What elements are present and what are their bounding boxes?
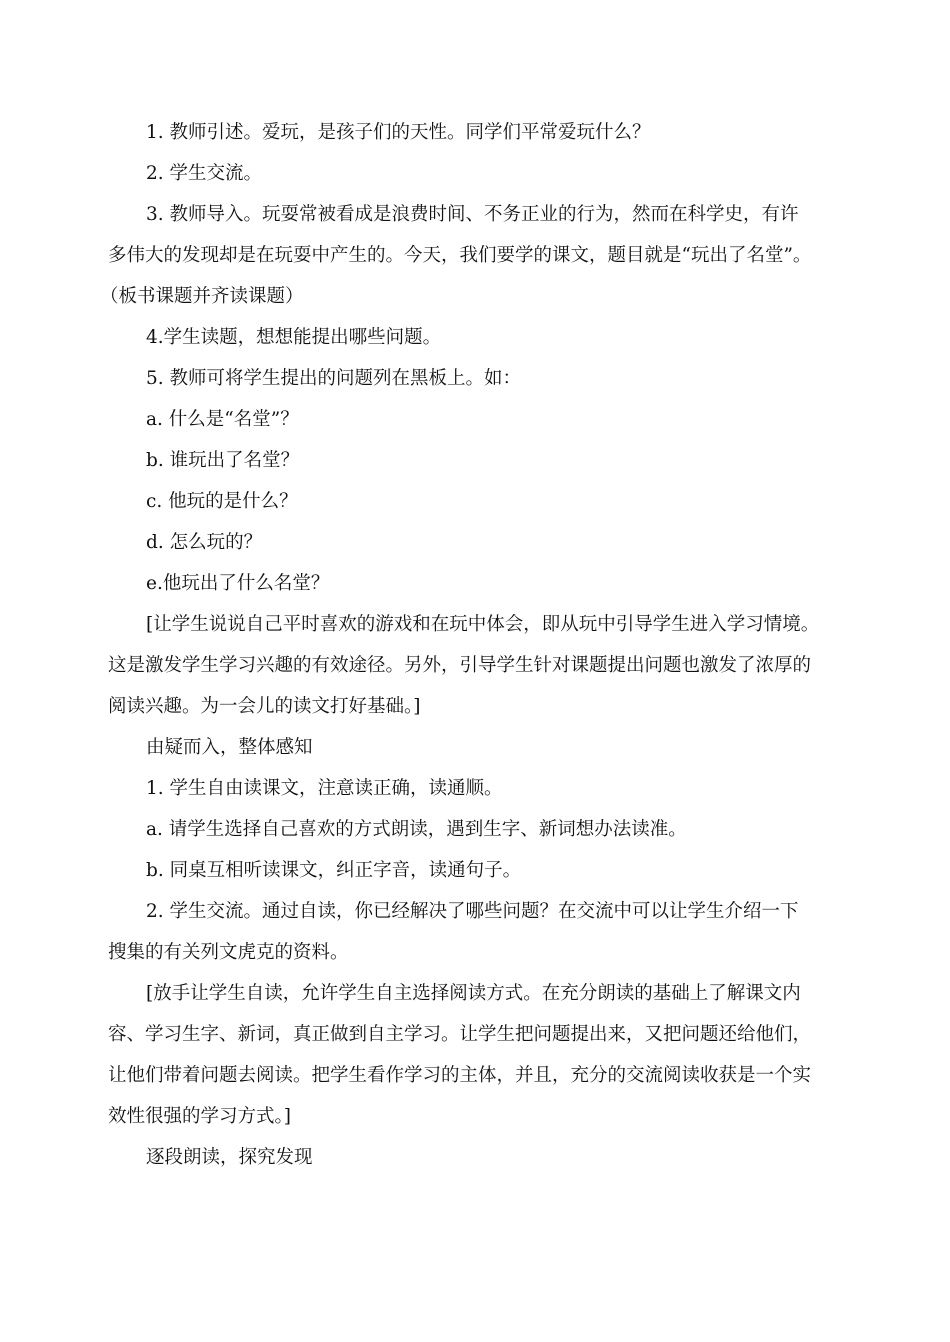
section-heading: 由疑而入，整体感知 xyxy=(146,737,313,758)
list-item: d. 怎么玩的？ xyxy=(146,532,263,553)
commentary-line: 容、学习生字、新词，真正做到自主学习。让学生把问题提出来，又把问题还给他们， xyxy=(108,1024,812,1045)
paragraph-line: 搜集的有关列文虎克的资料。 xyxy=(108,942,349,963)
section-heading: 逐段朗读，探究发现 xyxy=(146,1147,313,1168)
list-item: b. 谁玩出了名堂？ xyxy=(146,450,300,471)
list-item: b. 同桌互相听读课文，纠正字音，读通句子。 xyxy=(146,860,522,881)
commentary-line: 这是激发学生学习兴趣的有效途径。另外，引导学生针对课题提出问题也激发了浓厚的 xyxy=(108,655,812,676)
list-item: a. 请学生选择自己喜欢的方式朗读，遇到生字、新词想办法读准。 xyxy=(146,819,687,840)
paragraph-line: 4.学生读题，想想能提出哪些问题。 xyxy=(146,327,442,348)
list-item: e.他玩出了什么名堂？ xyxy=(146,573,330,594)
paragraph-line: 2. 学生交流。通过自读，你已经解决了哪些问题？在交流中可以让学生介绍一下 xyxy=(146,901,799,922)
document-body xyxy=(100,112,848,1178)
paragraph-line: （板书课题并齐读课题） xyxy=(100,286,304,307)
commentary-line: [让学生说说自己平时喜欢的游戏和在玩中体会，即从玩中引导学生进入学习情境。 xyxy=(146,614,820,635)
paragraph-line: 多伟大的发现却是在玩耍中产生的。今天，我们要学的课文，题目就是“玩出了名堂”。 xyxy=(108,245,812,266)
commentary-line: [放手让学生自读，允许学生自主选择阅读方式。在充分朗读的基础上了解课文内 xyxy=(146,983,801,1004)
paragraph-line: 1. 学生自由读课文，注意读正确，读通顺。 xyxy=(146,778,503,799)
list-item: a. 什么是“名堂”？ xyxy=(146,409,299,430)
paragraph-line: 1. 教师引述。爱玩，是孩子们的天性。同学们平常爱玩什么？ xyxy=(146,122,651,143)
commentary-line: 效性很强的学习方式。] xyxy=(108,1106,291,1127)
paragraph-line: 3. 教师导入。玩耍常被看成是浪费时间、不务正业的行为，然而在科学史，有许 xyxy=(146,204,799,225)
commentary-line: 让他们带着问题去阅读。把学生看作学习的主体，并且，充分的交流阅读收获是一个实 xyxy=(108,1065,812,1086)
commentary-line: 阅读兴趣。为一会儿的读文打好基础。] xyxy=(108,696,421,717)
paragraph-line: 5. 教师可将学生提出的问题列在黑板上。如： xyxy=(146,368,522,389)
paragraph-line: 2. 学生交流。 xyxy=(146,163,263,184)
list-item: c. 他玩的是什么？ xyxy=(146,491,298,512)
